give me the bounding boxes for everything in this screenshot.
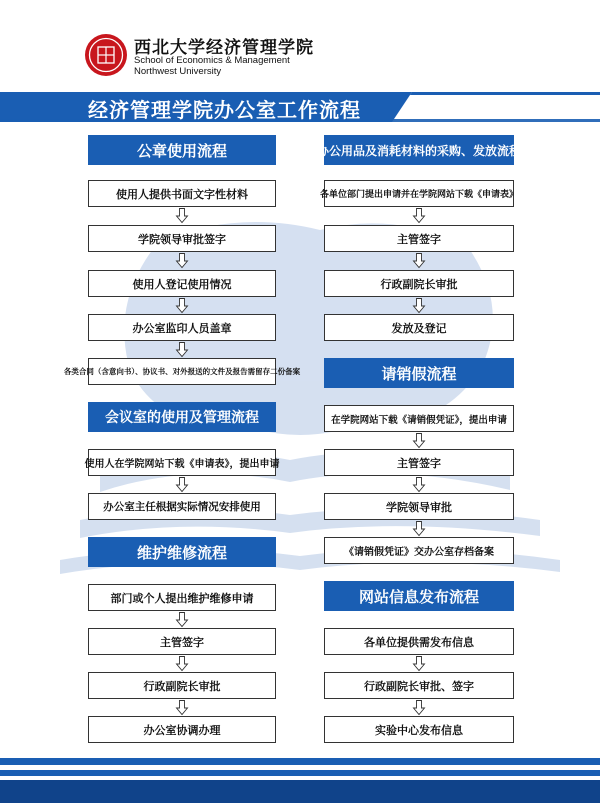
arrow-down-icon xyxy=(413,208,425,223)
arrow-down-icon xyxy=(176,342,188,357)
website-step-2: 行政副院长审批、签字 xyxy=(324,672,514,699)
website-step-3: 实验中心发布信息 xyxy=(324,716,514,743)
arrow-down-icon xyxy=(413,253,425,268)
website-step-1: 各单位提供需发布信息 xyxy=(324,628,514,655)
seal-step-3: 使用人登记使用情况 xyxy=(88,270,276,297)
arrow-down-icon xyxy=(176,612,188,627)
arrow-down-icon xyxy=(176,253,188,268)
seal-step-4: 办公室监印人员盖章 xyxy=(88,314,276,341)
arrow-down-icon xyxy=(413,477,425,492)
arrow-down-icon xyxy=(413,656,425,671)
leave-step-1: 在学院网站下载《请销假凭证》，提出申请 xyxy=(324,405,514,432)
brand-english-line2: Northwest University xyxy=(134,66,222,77)
maintenance-step-1: 部门或个人提出维护维修申请 xyxy=(88,584,276,611)
maintenance-section-title: 维护维修流程 xyxy=(88,537,276,567)
arrow-down-icon xyxy=(413,433,425,448)
seal-step-5: 各类合同（含意向书）、协议书、对外报送的文件及报告需留存二份备案 xyxy=(88,358,276,385)
leave-step-2: 主管签字 xyxy=(324,449,514,476)
supplies-section-title: 办公用品及消耗材料的采购、发放流程 xyxy=(324,135,514,165)
arrow-down-icon xyxy=(176,298,188,313)
seal-step-2: 学院领导审批签字 xyxy=(88,225,276,252)
maintenance-step-3: 行政副院长审批 xyxy=(88,672,276,699)
supplies-step-2: 主管签字 xyxy=(324,225,514,252)
arrow-down-icon xyxy=(176,700,188,715)
page-title: 经济管理学院办公室工作流程 xyxy=(88,98,361,122)
brand-english-line1: School of Economics & Management xyxy=(134,55,290,66)
maintenance-step-4: 办公室协调办理 xyxy=(88,716,276,743)
arrow-down-icon xyxy=(176,477,188,492)
leave-step-4: 《请销假凭证》交办公室存档备案 xyxy=(324,537,514,564)
leave-section-title: 请销假流程 xyxy=(324,358,514,388)
maintenance-step-2: 主管签字 xyxy=(88,628,276,655)
meeting-step-2: 办公室主任根据实际情况安排使用 xyxy=(88,493,276,520)
arrow-down-icon xyxy=(413,298,425,313)
seal-step-1: 使用人提供书面文字性材料 xyxy=(88,180,276,207)
university-seal-logo xyxy=(84,33,128,77)
arrow-down-icon xyxy=(176,208,188,223)
arrow-down-icon xyxy=(413,521,425,536)
supplies-step-3: 行政副院长审批 xyxy=(324,270,514,297)
arrow-down-icon xyxy=(413,700,425,715)
meeting-step-1: 使用人在学院网站下载《申请表》，提出申请 xyxy=(88,449,276,476)
seal-section-title: 公章使用流程 xyxy=(88,135,276,165)
meeting-section-title: 会议室的使用及管理流程 xyxy=(88,402,276,432)
website-section-title: 网站信息发布流程 xyxy=(324,581,514,611)
bottom-stripe-band xyxy=(0,758,600,803)
arrow-down-icon xyxy=(176,656,188,671)
brand-chinese-name: 西北大学经济管理学院 xyxy=(134,38,314,58)
supplies-step-1: 各单位部门提出申请并在学院网站下载《申请表》 xyxy=(324,180,514,207)
supplies-step-4: 发放及登记 xyxy=(324,314,514,341)
leave-step-3: 学院领导审批 xyxy=(324,493,514,520)
